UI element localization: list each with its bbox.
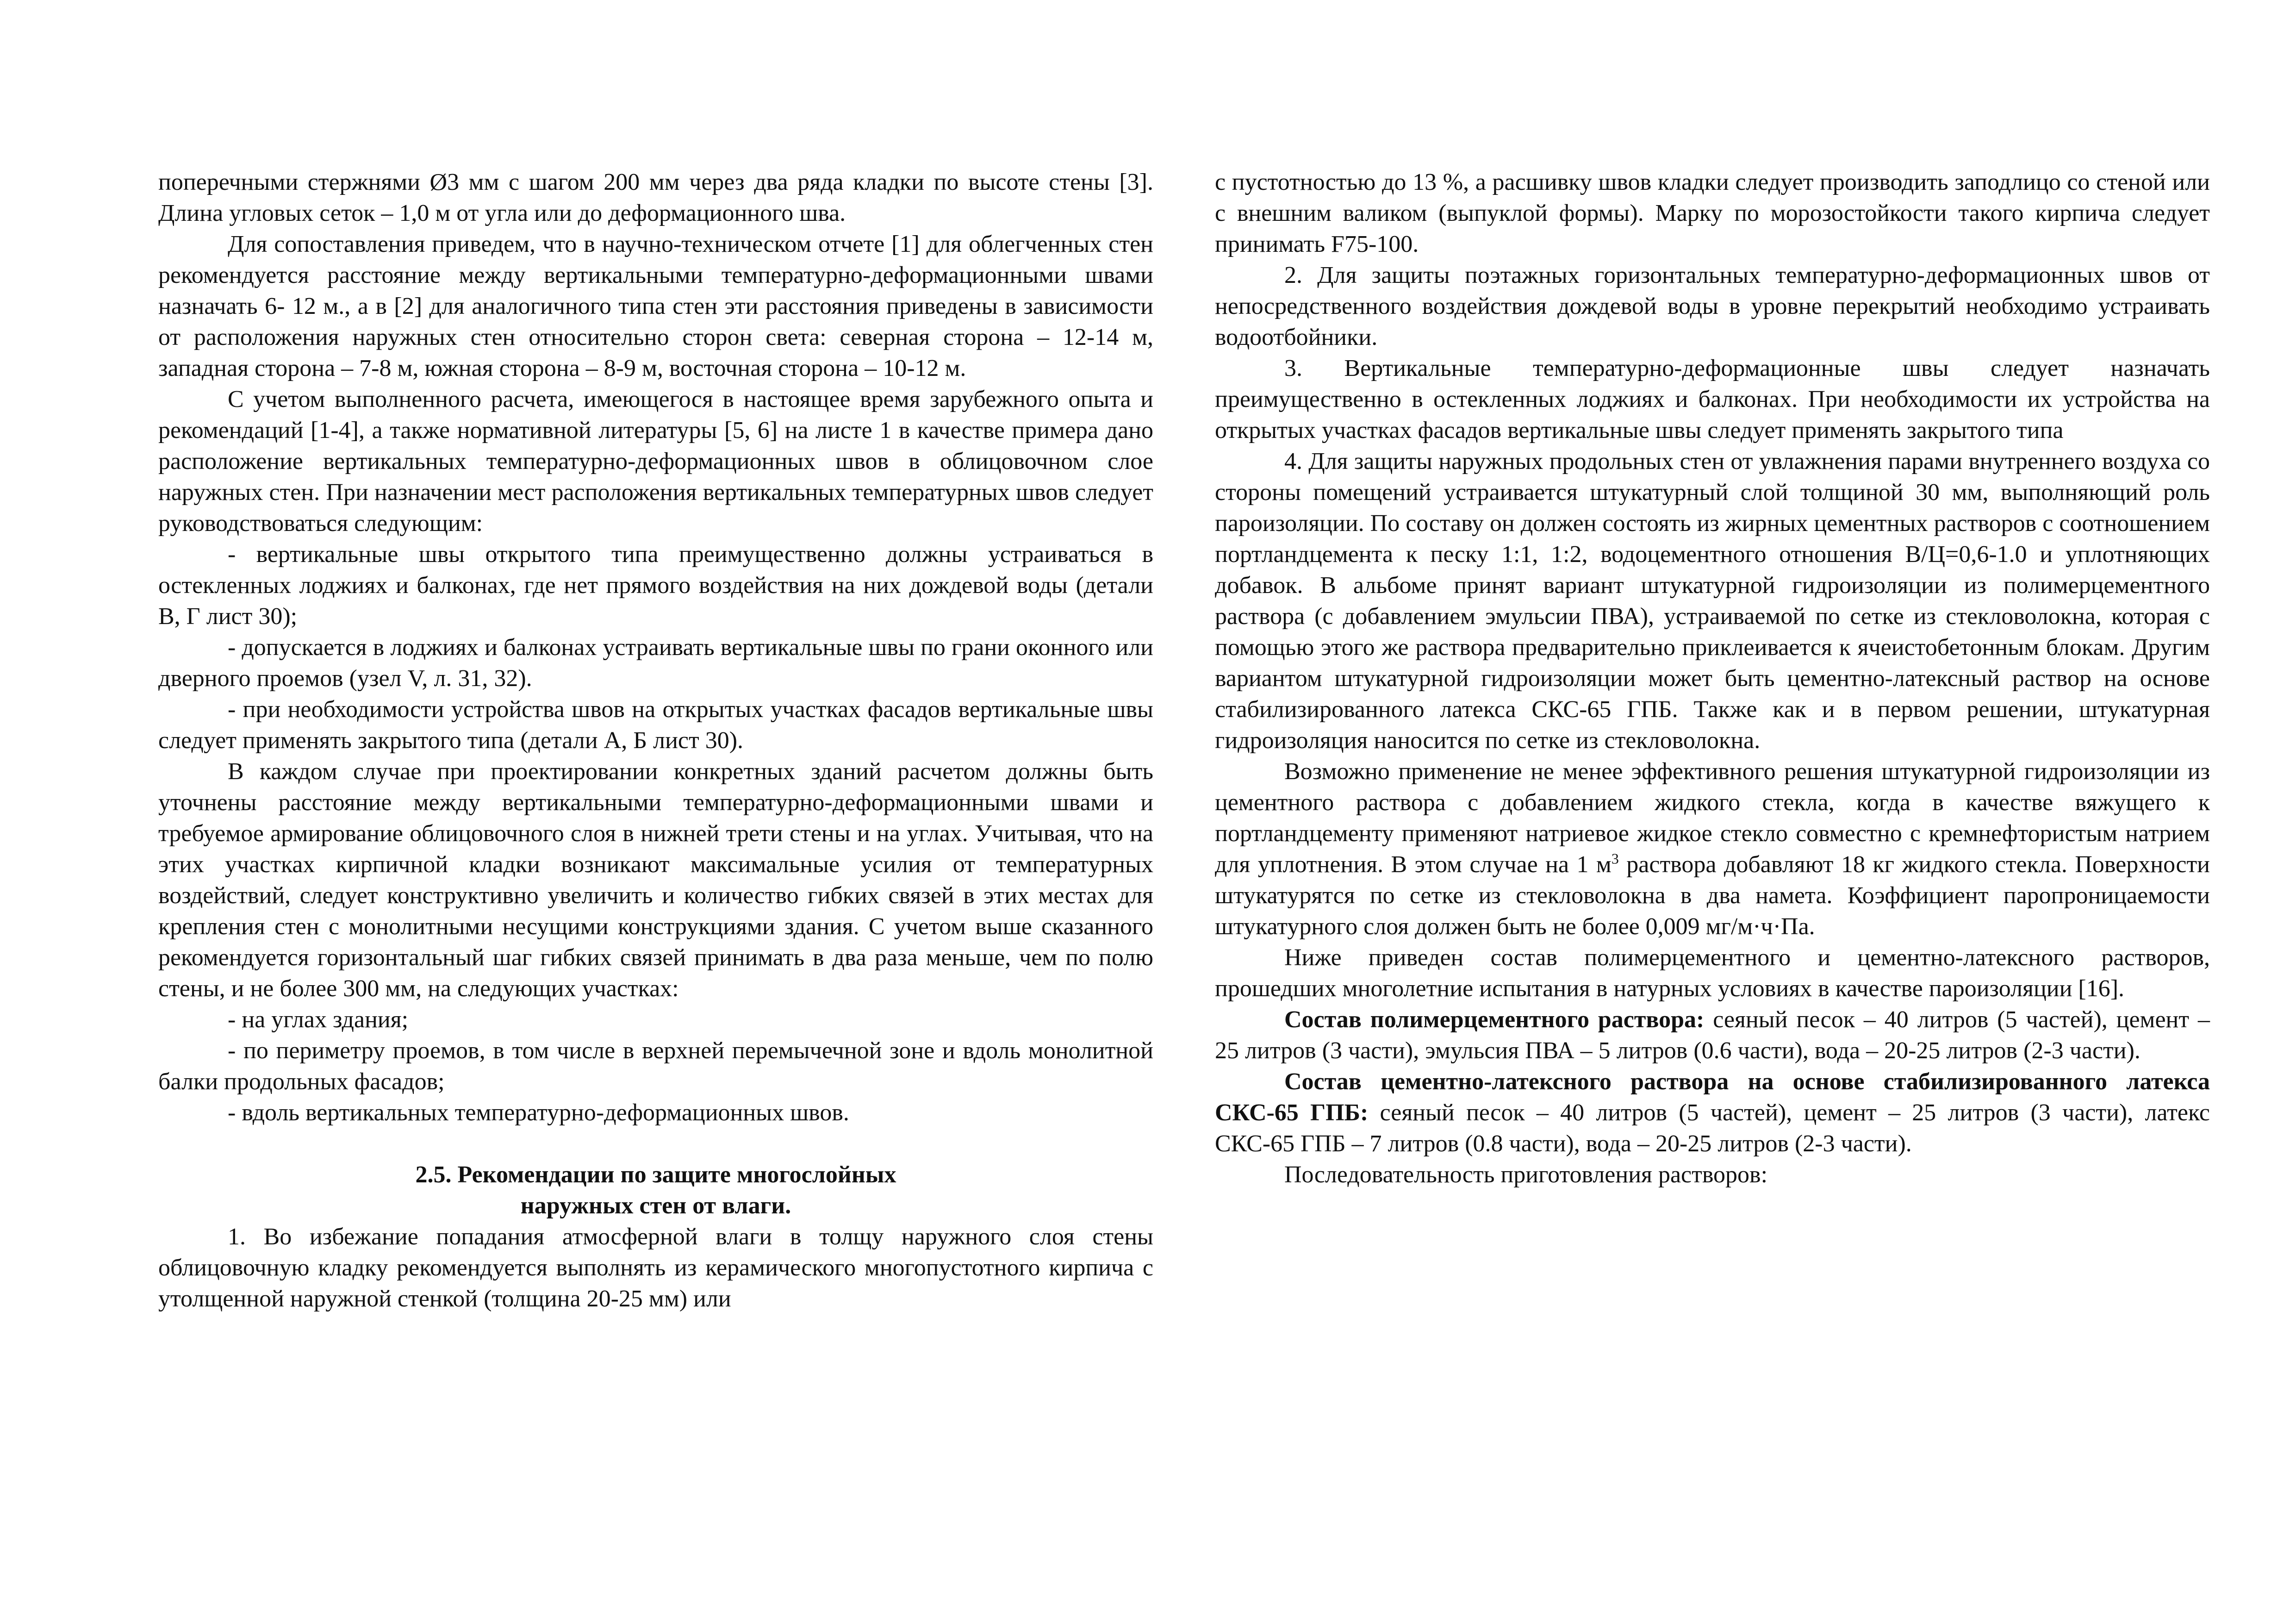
paragraph-text: сеяный песок – 40 литров (5 частей), цемент – 25 литров (3 части), латекс СКС-65 ГПБ – 7 литров (0.8 части), вода – 20-25 литров (2-3 части). bbox=[1215, 1099, 2210, 1157]
paragraph bbox=[1215, 1004, 2210, 1066]
paragraph: Для сопоставления приведем, что в научно-техническом отчете [1] для облегченных стен рекомендуется расстояние между вертикальными температурно-деформационными швами назначать 6- 12 м., а в [2] для аналогичного типа стен эти расстояния приведены в зависимости от расположения наружных стен относительно сторон света: северная сторона – 12-14 м, западная сторона – 7-8 м, южная сторона – 8-9 м, восточная сторона – 10-12 м. bbox=[158, 231, 1153, 381]
right-column bbox=[1215, 167, 2210, 1190]
paragraph: С учетом выполненного расчета, имеющегося в настоящее время зарубежного опыта и рекомендаций [1-4], а также нормативной литературы [5, 6] на листе 1 в качестве примера дано расположение вертикальных температурно-деформационных швов в облицовочном слое наружных стен. При назначении мест расположения вертикальных температурных швов следует руководствоваться следующим: bbox=[158, 386, 1153, 537]
paragraph-text: Возможно применение не менее эффективного решения штукатурной гидроизоляции из цементного раствора с добавлением жидкого стекла, когда в качестве вяжущего к портландцементу применяют натриевое жидкое стекло совместно с кремнефтористым натрием для уплотнения. В этом случае на 1 м bbox=[1215, 758, 2210, 878]
paragraph-text: сеяный песок – 40 литров (5 частей), цемент – 25 литров (3 части), эмульсия ПВА – 5 литров (0.6 части), вода – 20-25 литров (2-3 части). bbox=[1215, 1006, 2210, 1064]
left-column bbox=[158, 167, 1153, 1314]
paragraph: 3. Вертикальные температурно-деформационные швы следует назначать преимущественно в остекленных лоджиях и балконах. При необходимости их устройства на открытых участках фасадов вертикальные швы следует применять закрытого типа bbox=[1215, 355, 2210, 443]
section-heading bbox=[158, 1159, 1153, 1221]
paragraph: поперечными стержнями Ø3 мм с шагом 200 мм через два ряда кладки по высоте стены [3]. Длина угловых сеток – 1,0 м от угла или до деформационного шва. bbox=[158, 169, 1153, 226]
list-item: - по периметру проемов, в том числе в верхней перемычечной зоне и вдоль монолитной балки продольных фасадов; bbox=[158, 1037, 1153, 1095]
paragraph-text: раствора добавляют 18 кг жидкого стекла. Поверхности штукатурятся по сетке из стекловолокна в два намета. Коэффициент паропроницаемости штукатурного слоя должен быть не более 0,009 мг/м·ч·Па. bbox=[1215, 851, 2210, 940]
list-item: - вертикальные швы открытого типа преимущественно должны устраиваться в остекленных лоджиях и балконах, где нет прямого воздействия на них дождевой воды (детали В, Г лист 30); bbox=[158, 541, 1153, 630]
paragraph bbox=[1215, 1066, 2210, 1159]
paragraph: Ниже приведен состав полимерцементного и цементно-латексного растворов, прошедших многолетние испытания в натурных условиях в качестве пароизоляции [16]. bbox=[1215, 944, 2210, 1002]
paragraph: 4. Для защиты наружных продольных стен от увлажнения парами внутреннего воздуха со стороны помещений устраивается штукатурный слой толщиной 30 мм, выполняющий роль пароизоляции. По составу он должен состоять из жирных цементных растворов с соотношением портландцемента к песку 1:1, 1:2, водоцементного отношения В/Ц=0,6-1.0 и уплотняющих добавок. В альбоме принят вариант штукатурной гидроизоляции из полимерцементного раствора (с добавлением эмульсии ПВА), устраиваемой по сетке из стекловолокна, которая с помощью этого же раствора предварительно приклеивается к ячеистобетонным блокам. Другим вариантом штукатурной гидроизоляции может быть цементно-латексный раствор на основе стабилизированного латекса СКС-65 ГПБ. Также как и в первом решении, штукатурная гидроизоляция наносится по сетке из стекловолокна. bbox=[1215, 448, 2210, 754]
paragraph: с пустотностью до 13 %, а расшивку швов кладки следует производить заподлицо со стеной или с внешним валиком (выпуклой формы). Марку по морозостойкости такого кирпича следует принимать F75-100. bbox=[1215, 169, 2210, 257]
section-heading-line: 2.5. Рекомендации по защите многослойных bbox=[415, 1162, 896, 1188]
paragraph: В каждом случае при проектировании конкретных зданий расчетом должны быть уточнены расстояние между вертикальными температурно-деформационными швами и требуемое армирование облицовочного слоя в нижней трети стены и на углах. Учитывая, что на этих участках кирпичной кладки возникают максимальные усилия от температурных воздействий, следует конструктивно увеличить и количество гибких связей в этих местах для крепления стен с монолитными несущими конструкциями здания. С учетом выше сказанного рекомендуется горизонтальный шаг гибких связей принимать в два раза меньше, чем по полю стены, и не более 300 мм, на следующих участках: bbox=[158, 758, 1153, 1002]
paragraph: Последовательность приготовления растворов: bbox=[1284, 1162, 1768, 1188]
paragraph bbox=[1215, 756, 2210, 942]
list-item: - при необходимости устройства швов на открытых участках фасадов вертикальные швы следует применять закрытого типа (детали А, Б лист 30). bbox=[158, 696, 1153, 754]
list-item: - допускается в лоджиях и балконах устраивать вертикальные швы по грани оконного или дверного проемов (узел V, л. 31, 32). bbox=[158, 634, 1153, 692]
paragraph: 2. Для защиты поэтажных горизонтальных температурно-деформационных швов от непосредственного воздействия дождевой воды в уровне перекрытий необходимо устраивать водоотбойники. bbox=[1215, 262, 2210, 350]
bold-label: Состав полимерцементного раствора: bbox=[1284, 1006, 1705, 1033]
section-heading-line: наружных стен от влаги. bbox=[520, 1193, 791, 1219]
list-item: - вдоль вертикальных температурно-деформационных швов. bbox=[228, 1099, 849, 1126]
bold-label: Состав цементно-латексного раствора на основе стабилизированного латекса СКС-65 ГПБ: bbox=[1215, 1068, 2210, 1126]
paragraph: 1. Во избежание попадания атмосферной влаги в толщу наружного слоя стены облицовочную кладку рекомендуется выполнять из керамического многопустотного кирпича с утолщенной наружной стенкой (толщина 20-25 мм) или bbox=[158, 1224, 1153, 1312]
superscript: 3 bbox=[1611, 850, 1619, 867]
list-item: - на углах здания; bbox=[228, 1006, 409, 1033]
